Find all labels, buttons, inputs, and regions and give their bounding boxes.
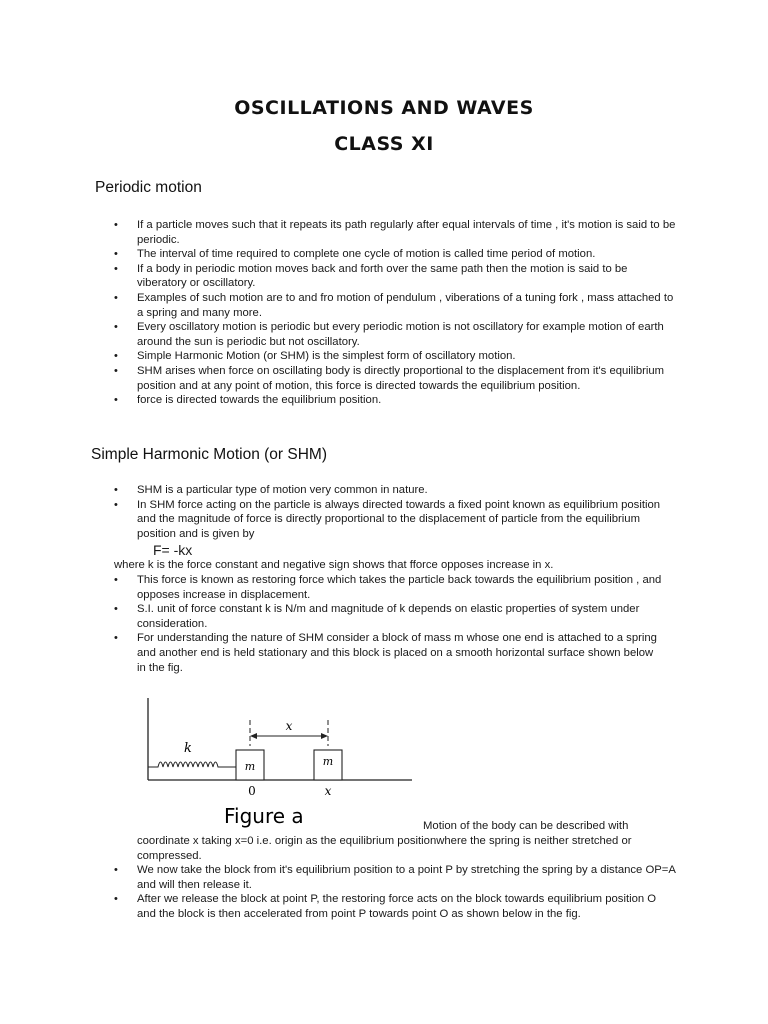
- page-title: OSCILLATIONS AND WAVES: [234, 97, 534, 119]
- shm-list: [114, 483, 664, 675]
- spring-mass-figure: [142, 694, 412, 830]
- list-item: • If a body in periodic motion moves back and forth over the same path then the motion is said to be viberatory or oscillatory.: [114, 262, 676, 291]
- figure-caption: Figure a: [224, 804, 304, 828]
- list-item: • S.I. unit of force constant k is N/m and magnitude of k depends on elastic properties of system under consideration.: [114, 602, 664, 631]
- section-heading-shm: Simple Harmonic Motion (or SHM): [91, 446, 327, 463]
- arrow-head-right: [321, 733, 328, 739]
- spring-mass-diagram: [142, 694, 412, 830]
- displacement-label: x: [285, 719, 293, 733]
- mass-label-displaced: m: [322, 755, 334, 768]
- motion-description-rest: coordinate x taking x=0 i.e. origin as the equilibrium positionwhere the spring is neither stretched or compressed.: [137, 835, 632, 862]
- spring-constant-label: k: [184, 741, 192, 756]
- list-item: [114, 834, 676, 863]
- list-item: • Examples of such motion are to and fro motion of pendulum , viberations of a tuning fork , mass attached to a spring and many more.: [114, 291, 676, 320]
- motion-description-lead: Motion of the body can be described with: [423, 820, 629, 832]
- list-item: [114, 498, 664, 573]
- list-item: • This force is known as restoring force which takes the particle back towards the equilibrium position , and opposes increase in displacement.: [114, 573, 664, 602]
- list-item: • After we release the block at point P, the restoring force acts on the block towards equilibrium position O and the block is then accelerated from point P towards point O as shown below in the fig.: [114, 892, 676, 921]
- spring-coil: [148, 762, 236, 767]
- x-position-label: x: [324, 784, 332, 798]
- after-figure-list: [114, 834, 676, 922]
- origin-label: 0: [248, 784, 256, 798]
- mass-label-origin: m: [244, 760, 256, 773]
- list-item-text: In SHM force acting on the particle is always directed towards a fixed point known as equilibrium position and the magnitude of force is directly proportional to the displacement of particle from the equilibrium position and is given by: [137, 498, 661, 540]
- arrow-head-left: [250, 733, 257, 739]
- list-item: • For understanding the nature of SHM consider a block of mass m whose one end is attached to a spring and another end is held stationary and this block is placed on a smooth horizontal surface shown below in the fig.: [114, 631, 664, 675]
- list-item: • force is directed towards the equilibrium position.: [114, 393, 676, 408]
- list-item: • The interval of time required to complete one cycle of motion is called time period of motion.: [114, 247, 676, 262]
- force-formula: F= -kx: [153, 542, 193, 559]
- page-subtitle: CLASS XI: [334, 133, 434, 155]
- formula-note: where k is the force constant and negative sign shows that fforce opposes increase in x.: [114, 559, 554, 572]
- list-item: • SHM is a particular type of motion very common in nature.: [114, 483, 664, 498]
- list-item: • If a particle moves such that it repeats its path regularly after equal intervals of time , it's motion is said to be periodic.: [114, 218, 676, 247]
- periodic-motion-list: [114, 218, 676, 408]
- list-item: • We now take the block from it's equilibrium position to a point P by stretching the spring by a distance OP=A and will then release it.: [114, 863, 676, 892]
- list-item: • SHM arises when force on oscillating body is directly proportional to the displacement from it's equilibrium position and at any point of motion, this force is directed towards the equilibrium position.: [114, 364, 676, 393]
- section-heading-periodic-motion: Periodic motion: [95, 179, 202, 196]
- list-item: • Simple Harmonic Motion (or SHM) is the simplest form of oscillatory motion.: [114, 349, 676, 364]
- list-item: • Every oscillatory motion is periodic but every periodic motion is not oscillatory for example motion of earth around the sun is periodic but not oscillatory.: [114, 320, 676, 349]
